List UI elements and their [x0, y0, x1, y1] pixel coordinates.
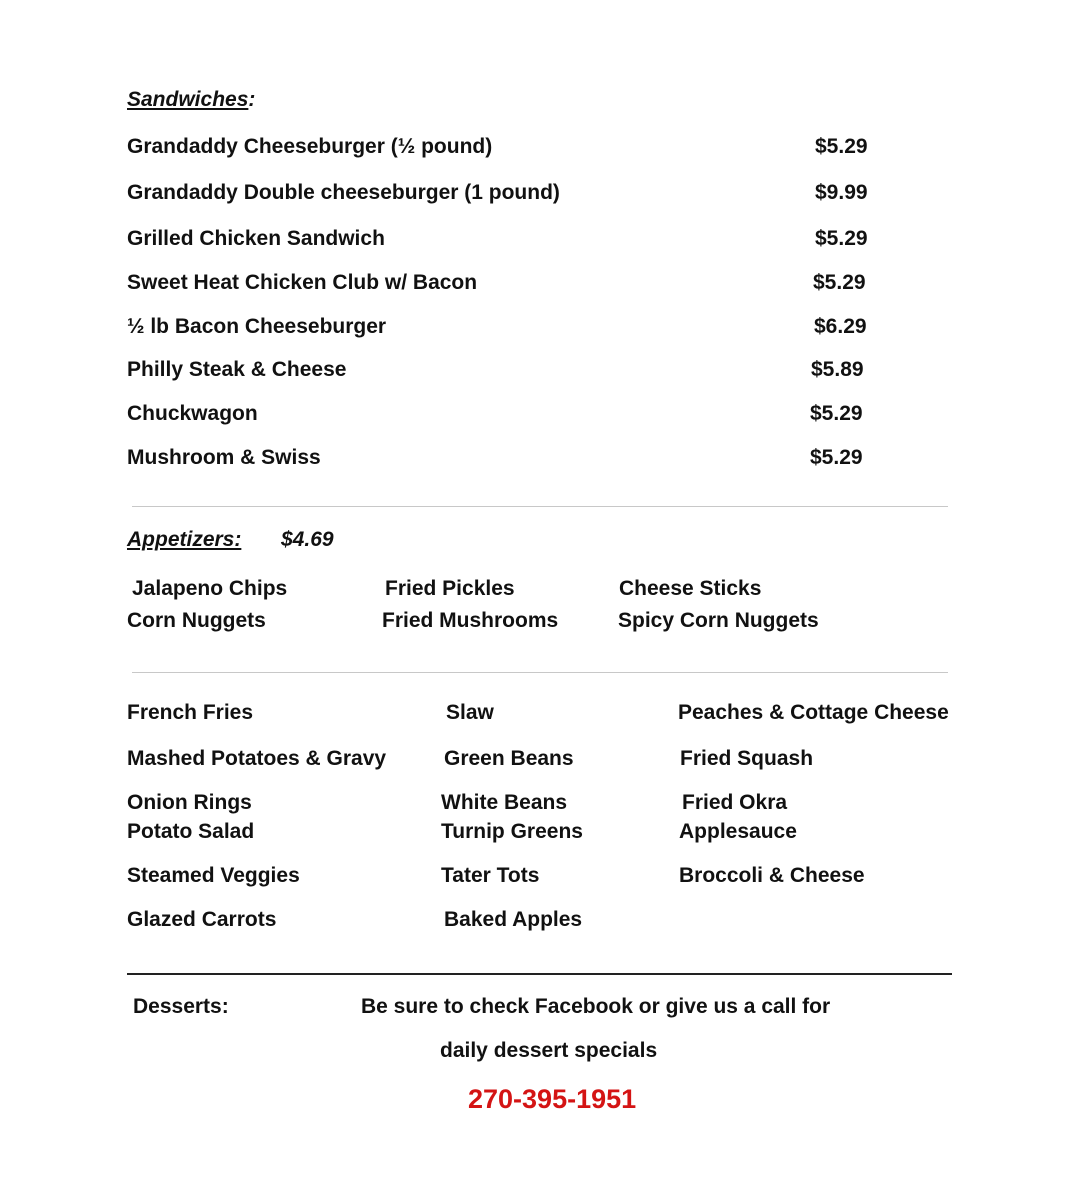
side-item: Potato Salad	[127, 820, 255, 843]
appetizer-item: Fried Mushrooms	[382, 609, 559, 632]
side-item: Green Beans	[444, 747, 574, 770]
sandwich-item-name: Chuckwagon	[127, 402, 258, 425]
sandwich-item-name: ½ lb Bacon Cheeseburger	[127, 315, 387, 338]
appetizer-item: Fried Pickles	[385, 577, 515, 600]
appetizer-item: Spicy Corn Nuggets	[618, 609, 819, 632]
sandwich-item-name: Grandaddy Cheeseburger (½ pound)	[127, 135, 493, 158]
side-item: Steamed Veggies	[127, 864, 300, 887]
side-item: Onion Rings	[127, 791, 252, 814]
section-divider-dark	[127, 973, 952, 975]
appetizers-price: $4.69	[281, 528, 334, 551]
sandwiches-heading-colon: :	[248, 88, 256, 111]
sandwich-item-name: Grilled Chicken Sandwich	[127, 227, 385, 250]
sandwich-item-price: $9.99	[815, 181, 868, 204]
side-item: Applesauce	[679, 820, 797, 843]
sandwich-item-price: $5.29	[810, 446, 863, 469]
sandwiches-heading: Sandwiches	[127, 88, 249, 111]
sandwich-item-price: $5.29	[815, 227, 868, 250]
phone-number: 270-395-1951	[468, 1084, 637, 1114]
side-item: Broccoli & Cheese	[679, 864, 865, 887]
section-divider	[132, 672, 948, 673]
sandwich-item-name: Grandaddy Double cheeseburger (1 pound)	[127, 181, 560, 204]
side-item: White Beans	[441, 791, 568, 814]
desserts-note-line1: Be sure to check Facebook or give us a call for	[361, 995, 831, 1018]
side-item: Tater Tots	[441, 864, 540, 887]
section-divider	[132, 506, 948, 507]
appetizer-item: Corn Nuggets	[127, 609, 266, 632]
appetizers-heading: Appetizers:	[127, 528, 242, 551]
side-item: Peaches & Cottage Cheese	[678, 701, 949, 724]
side-item: Glazed Carrots	[127, 908, 277, 931]
sandwich-item-price: $6.29	[814, 315, 867, 338]
side-item: Mashed Potatoes & Gravy	[127, 747, 387, 770]
desserts-note-line2: daily dessert specials	[440, 1039, 658, 1062]
side-item: Turnip Greens	[441, 820, 583, 843]
sandwich-item-price: $5.29	[813, 271, 866, 294]
desserts-label: Desserts:	[133, 995, 229, 1018]
side-item: Fried Okra	[682, 791, 788, 814]
side-item: Fried Squash	[680, 747, 814, 770]
sandwich-item-price: $5.89	[811, 358, 864, 381]
side-item: Slaw	[446, 701, 494, 724]
sandwich-item-name: Philly Steak & Cheese	[127, 358, 347, 381]
side-item: French Fries	[127, 701, 254, 724]
appetizer-item: Cheese Sticks	[619, 577, 762, 600]
sandwich-item-price: $5.29	[815, 135, 868, 158]
sandwich-item-price: $5.29	[810, 402, 863, 425]
sandwich-item-name: Mushroom & Swiss	[127, 446, 321, 469]
side-item: Baked Apples	[444, 908, 583, 931]
appetizer-item: Jalapeno Chips	[132, 577, 288, 600]
sandwiches-heading-wrap	[127, 87, 255, 113]
sandwich-item-name: Sweet Heat Chicken Club w/ Bacon	[127, 271, 478, 294]
